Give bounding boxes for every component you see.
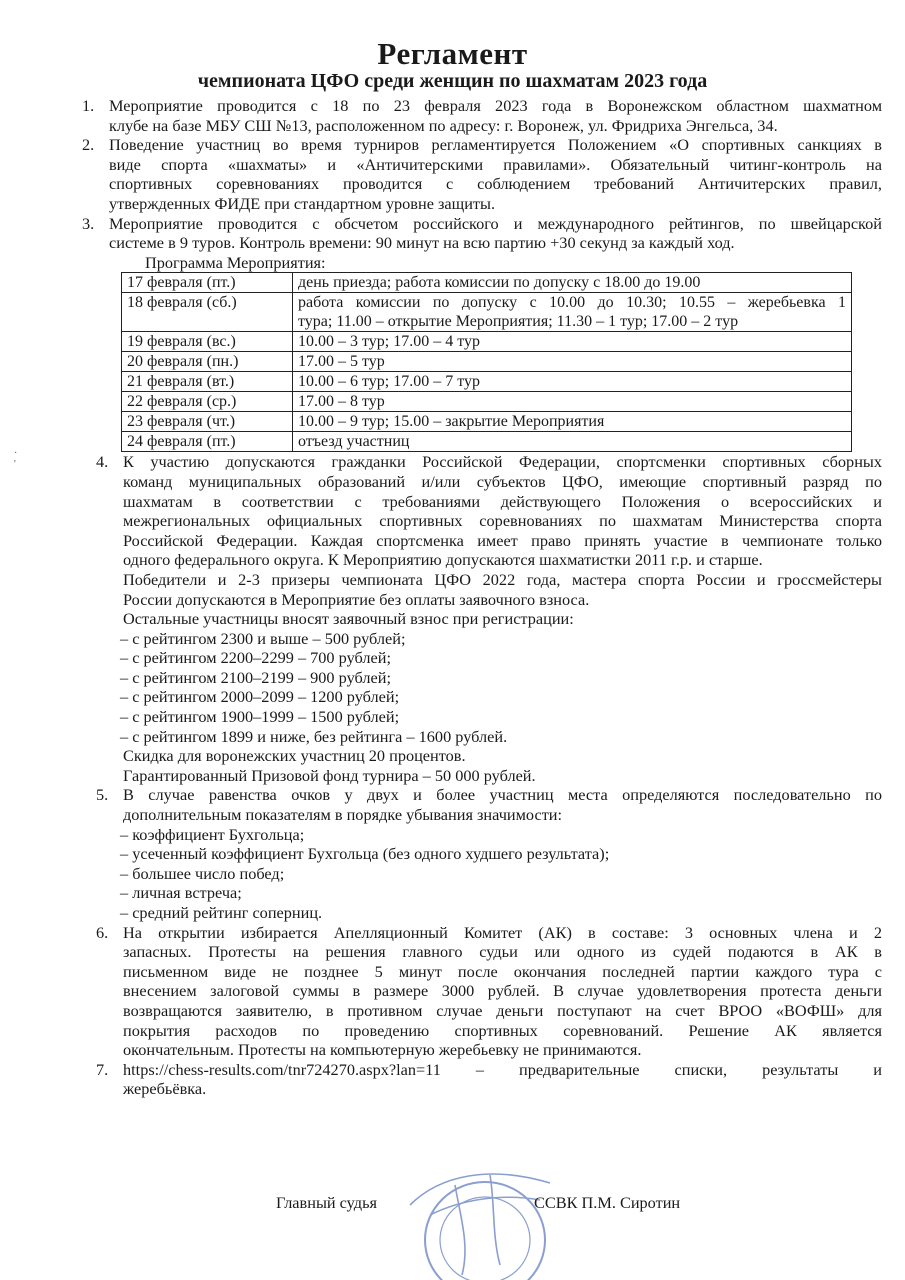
document-title: Регламент [377, 36, 528, 71]
fee-list [120, 629, 882, 747]
clause-line: Победители и 2-3 призеры чемпионата ЦФО 2022 года, мастера спорта России и гроссмейстеры [123, 569, 882, 589]
clause-number: 1. [82, 96, 95, 115]
schedule-date: 17 февраля (пт.) [122, 273, 293, 293]
clause-number: 3. [82, 213, 95, 233]
tiebreak-item: – усеченный коэффициент Бухгольца (без одного худшего результата); [120, 844, 610, 864]
fee-item: – с рейтингом 2300 и выше – 500 рублей; [120, 628, 406, 648]
schedule-date: 20 февраля (пн.) [122, 352, 293, 372]
clause-line: В случае равенства очков у двух и более участниц места определяются последовательно по [123, 785, 882, 805]
clause-number: 5. [96, 785, 109, 805]
clause-line: системе в 9 туров. Контроль времени: 90 минут на всю партию +30 секунд за каждый ход. [109, 233, 735, 253]
clause-line: одного федерального округа. К Мероприятию допускаются шахматистки 2011 г.р. и старше. [123, 550, 763, 570]
schedule-row [122, 392, 852, 412]
clause-line: команд муниципальных образований и/или субъектов ЦФО, имеющие спортивный разряд по [123, 471, 882, 491]
schedule-row [122, 432, 852, 452]
clause-line: спортивных соревнованиях проводится с соблюдением требований Античитерских правил, [109, 174, 882, 194]
schedule-date: 19 февраля (вс.) [122, 332, 293, 352]
schedule-date: 22 февраля (ср.) [122, 392, 293, 412]
clause-3 [82, 214, 882, 253]
schedule-events [293, 432, 852, 452]
clause-line: Остальные участницы вносят заявочный взнос при регистрации: [123, 609, 574, 629]
scan-speck: · ' [14, 448, 18, 470]
clause-line: России допускаются в Мероприятие без оплаты заявочного взноса. [123, 589, 590, 609]
clause-line: виде спорта «шахматы» и «Античитерскими правилами». Обязательный читинг-контроль на [109, 154, 882, 174]
schedule-date: 24 февраля (пт.) [122, 432, 293, 452]
fee-item: – с рейтингом 2200–2299 – 700 рублей; [120, 648, 391, 668]
tiebreak-item: – коэффициент Бухгольца; [120, 824, 305, 844]
schedule-event-line: 17.00 – 5 тур [298, 353, 385, 371]
tiebreak-item: – средний рейтинг соперниц. [120, 903, 323, 922]
clause-2 [82, 135, 882, 213]
schedule-event-line: 10.00 – 3 тур; 17.00 – 4 тур [298, 333, 481, 351]
clause-line: Мероприятие проводится с обсчетом российского и международного рейтингов, по швейцарской [109, 213, 882, 233]
schedule-date: 18 февраля (сб.) [122, 293, 293, 332]
fee-item: – с рейтингом 2100–2199 – 900 рублей; [120, 667, 391, 687]
clause-line: покрытия расходов по проведению спортивных соревнований. Решение АК является [123, 1020, 882, 1040]
clause-number: 2. [82, 135, 95, 155]
clause-line: клубе на базе МБУ СШ №13, расположенном по адресу: г. Воронеж, ул. Фридриха Энгельса, 34. [109, 115, 778, 135]
tiebreak-item: – личная встреча; [120, 883, 242, 903]
fee-item: – с рейтингом 1900–1999 – 1500 рублей; [120, 707, 400, 727]
schedule-events [293, 392, 852, 412]
schedule-row [122, 352, 852, 372]
document-subtitle: чемпионата ЦФО среди женщин по шахматам 2023 года [197, 70, 708, 92]
schedule-events [293, 293, 852, 332]
schedule-events [293, 273, 852, 293]
schedule-events [293, 352, 852, 372]
schedule-event-line: 10.00 – 9 тур; 15.00 – закрытие Мероприятия [298, 413, 605, 431]
discount-note: Скидка для воронежских участниц 20 процентов. [123, 746, 466, 766]
clause-line: Российской Федерации. Каждая спортсменка имеет право принять участие в чемпионате только [123, 530, 882, 550]
schedule-row [122, 293, 852, 332]
seal-stamp-icon [400, 1145, 560, 1280]
clause-line: шахматам в соответствии с требованиями действующего Положения о всероссийских и [123, 491, 882, 511]
clause-line: На открытии избирается Апелляционный Комитет (АК) в составе: 3 основных члена и 2 [123, 922, 882, 942]
clause-line: жеребьёвка. [123, 1079, 207, 1099]
clause-7 [96, 1060, 882, 1099]
clause-line: межрегиональных официальных спортивных соревнованиях по шахматам Министерства спорта [123, 511, 882, 531]
chief-judge-label: Главный судья [276, 1193, 377, 1212]
schedule-event-line: тура; 11.00 – открытие Мероприятия; 11.30 – 1 тур; 17.00 – 2 тур [298, 313, 739, 331]
schedule-row [122, 332, 852, 352]
schedule-row [122, 412, 852, 432]
tiebreak-item: – большее число побед; [120, 863, 285, 883]
clause-number: 6. [96, 922, 109, 942]
schedule-event-line: 10.00 – 6 тур; 17.00 – 7 тур [298, 373, 481, 391]
schedule-row [122, 273, 852, 293]
clause-line: Поведение участниц во время турниров регламентируется Положением «О спортивных санкциях в [109, 135, 882, 155]
program-label: Программа Мероприятия: [145, 252, 326, 272]
schedule-events [293, 332, 852, 352]
schedule-events [293, 372, 852, 392]
clause-line: дополнительным показателям в порядке убывания значимости: [123, 805, 563, 825]
tiebreak-list [120, 825, 882, 923]
clause-5 [96, 785, 882, 824]
prize-fund: Гарантированный Призовой фонд турнира – 50 000 рублей. [123, 765, 536, 785]
clause-1 [82, 96, 882, 135]
clause-line: окончательным. Протесты на компьютерную жеребьевку не принимаются. [123, 1040, 642, 1060]
schedule-event-line: день приезда; работа комиссии по допуску с 18.00 до 19.00 [298, 274, 701, 292]
schedule-event-line: 17.00 – 8 тур [298, 393, 385, 411]
clause-4 [96, 452, 882, 628]
schedule-table [121, 272, 852, 452]
schedule-event-line: отъезд участниц [298, 433, 410, 451]
clause-line: К участию допускаются гражданки Российской Федерации, спортсменки спортивных сборных [123, 452, 882, 472]
clause-6 [96, 923, 882, 1060]
fee-item: – с рейтингом 1899 и ниже, без рейтинга – 1600 рублей. [120, 726, 508, 746]
schedule-row [122, 372, 852, 392]
clause-line: письменном виде не позднее 5 минут после окончания последней партии каждого тура с [123, 961, 882, 981]
results-link-line[interactable]: https://chess-results.com/tnr724270.aspx?lan=11 – предварительные списки, результаты и [123, 1059, 882, 1079]
fee-item: – с рейтингом 2000–2099 – 1200 рублей; [120, 687, 400, 707]
clause-number: 7. [96, 1059, 109, 1079]
clause-line: запасных. Протесты на решения главного судьи или одного из судей подаются в АК в [123, 942, 882, 962]
clause-line: внесением залоговой суммы в размере 3000 рублей. В случае удовлетворения протеста деньги [123, 981, 882, 1001]
document-body [82, 96, 882, 1099]
schedule-date: 21 февраля (вт.) [122, 372, 293, 392]
schedule-event-line: работа комиссии по допуску с 10.00 до 10.30; 10.55 – жеребьевка 1 [298, 294, 846, 312]
clause-line: возвращаются заявителю, в противном случае деньги поступают на счет ВРОО «ВОФШ» для [123, 1000, 882, 1020]
clause-4-tail [123, 746, 882, 785]
clause-number: 4. [96, 452, 109, 472]
schedule-events [293, 412, 852, 432]
clause-line: утвержденных ФИДЕ при стандартном уровне защиты. [109, 193, 496, 213]
chief-judge-name: ССВК П.М. Сиротин [534, 1193, 681, 1212]
schedule-date: 23 февраля (чт.) [122, 412, 293, 432]
clause-line: Мероприятие проводится с 18 по 23 февраля 2023 года в Воронежском областном шахматном [109, 96, 882, 115]
